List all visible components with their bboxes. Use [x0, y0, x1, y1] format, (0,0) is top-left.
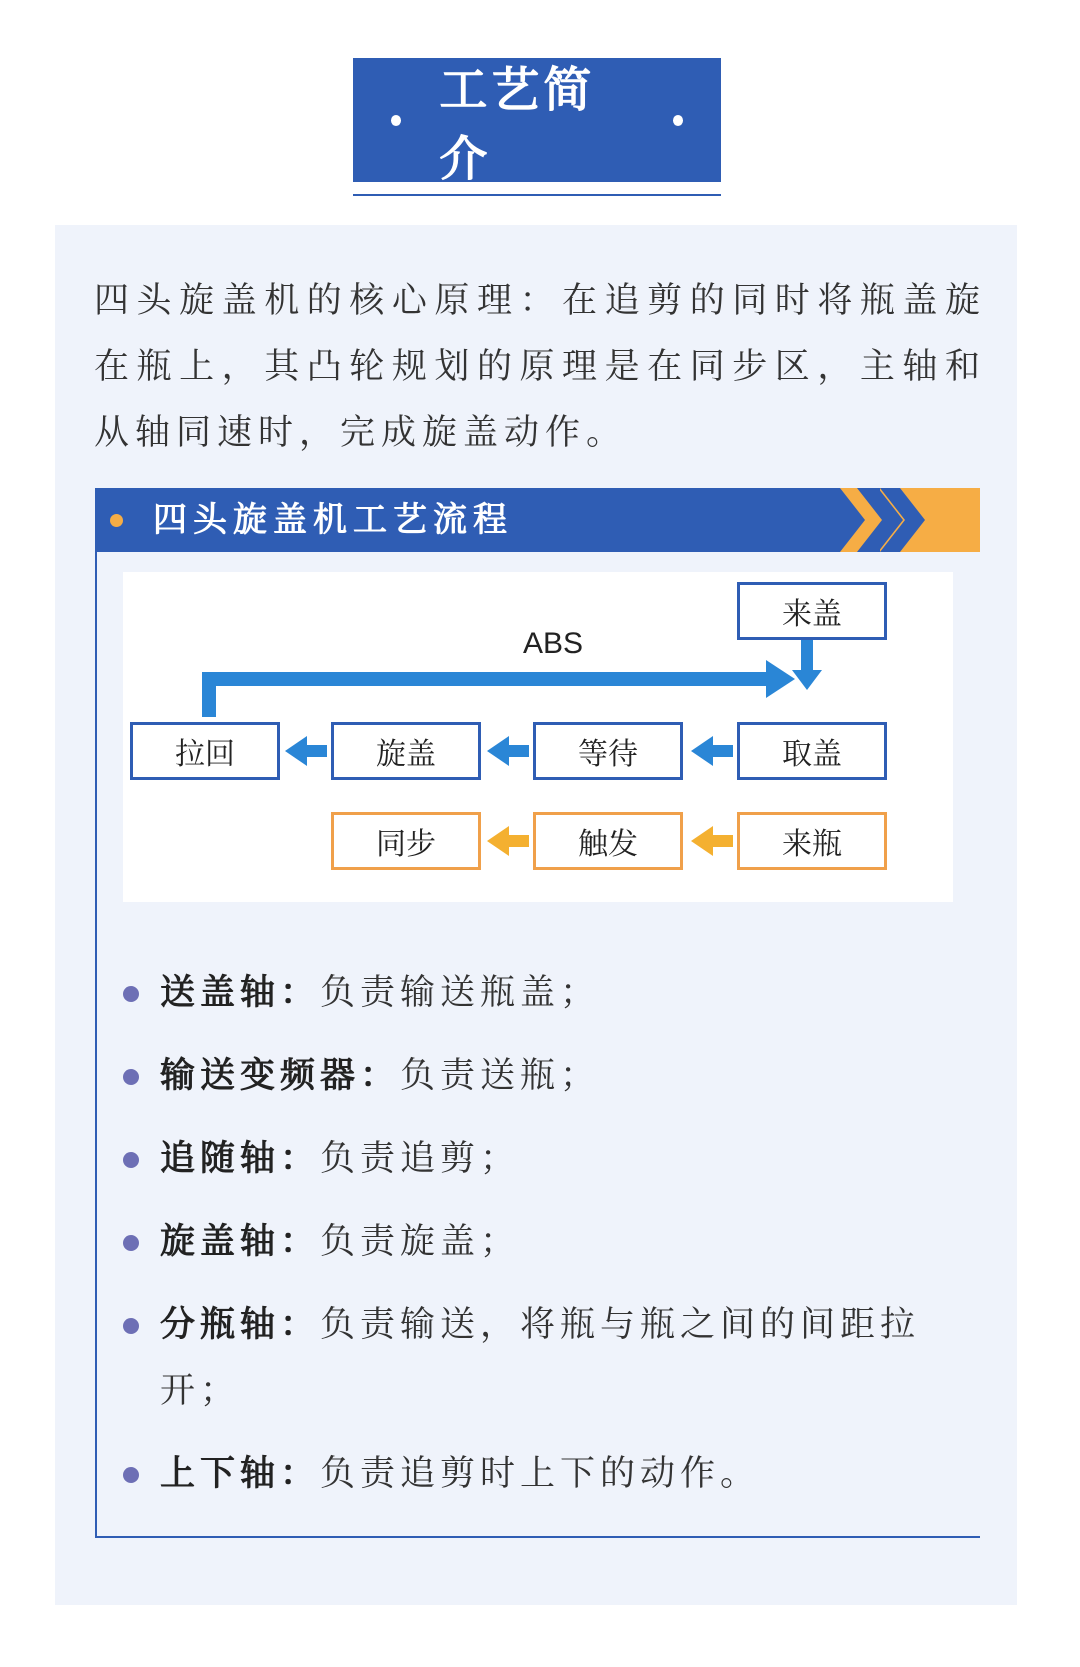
- flow-section-header: [95, 488, 980, 552]
- left-arrow-trigger-sync: [487, 826, 529, 856]
- bullet-desc: 负责送瓶；: [400, 1056, 601, 1096]
- left-arrow-takecap-wait: [691, 736, 733, 766]
- list-item: [123, 1292, 963, 1424]
- intro-paragraph: 四头旋盖机的核心原理：在追剪的同时将瓶盖旋在瓶上，其凸轮规划的原理是在同步区，主轴和从轴同速时，完成旋盖动作。: [94, 281, 986, 453]
- bullet-term: 上下轴：: [160, 1454, 321, 1494]
- node-take-cap: 取盖: [737, 722, 887, 780]
- node-screw-cap: 旋盖: [331, 722, 481, 780]
- bullet-term: 旋盖轴：: [160, 1222, 321, 1262]
- abs-label: ABS: [522, 627, 584, 660]
- bullet-term: 追随轴：: [160, 1139, 321, 1179]
- left-arrow-bottle-trigger: [691, 826, 733, 856]
- left-arrow-screwcap-pullback: [285, 736, 327, 766]
- node-come-cap: 来盖: [737, 582, 887, 640]
- abs-arrow-head: [766, 660, 795, 698]
- bullet-term: 输送变频器：: [160, 1056, 401, 1096]
- bullet-desc: 负责输送瓶盖；: [320, 973, 601, 1013]
- axis-description-list: [123, 960, 963, 1524]
- node-sync: 同步: [331, 812, 481, 870]
- abs-return-arrow: [209, 679, 768, 717]
- bullet-dot: [123, 1235, 139, 1251]
- node-come-bottle: 来瓶: [737, 812, 887, 870]
- left-arrow-wait-screwcap: [487, 736, 529, 766]
- bullet-dot: [123, 986, 139, 1002]
- bullet-dot: [123, 1152, 139, 1168]
- section-banner: [353, 58, 721, 187]
- bullet-term: 分瓶轴：: [160, 1305, 321, 1345]
- node-pull-back: 拉回: [130, 722, 280, 780]
- node-wait: 等待: [533, 722, 683, 780]
- list-item: [123, 1126, 963, 1192]
- bullet-term: 送盖轴：: [160, 973, 321, 1013]
- bullet-desc: 负责追剪；: [320, 1139, 521, 1179]
- process-flow-diagram: [123, 572, 953, 902]
- header-bullet-dot: [110, 514, 123, 527]
- down-arrow-head: [792, 670, 822, 690]
- list-item: [123, 960, 963, 1026]
- bullet-desc: 负责输送，将瓶与瓶之间的间距拉开；: [160, 1305, 921, 1411]
- flow-section-title: 四头旋盖机工艺流程: [153, 500, 513, 540]
- bullet-dot: [123, 1318, 139, 1334]
- bullet-desc: 负责追剪时上下的动作。: [320, 1454, 761, 1494]
- node-trigger: 触发: [533, 812, 683, 870]
- banner-underline: [353, 194, 721, 196]
- list-item: [123, 1209, 963, 1275]
- bullet-dot: [123, 1467, 139, 1483]
- list-item: [123, 1043, 963, 1109]
- banner-dot-left: [391, 115, 401, 126]
- list-item: [123, 1441, 963, 1507]
- bullet-dot: [123, 1069, 139, 1085]
- banner-dot-right: [673, 115, 683, 126]
- bullet-desc: 负责旋盖；: [320, 1222, 521, 1262]
- banner-title: 工艺简介: [439, 62, 596, 187]
